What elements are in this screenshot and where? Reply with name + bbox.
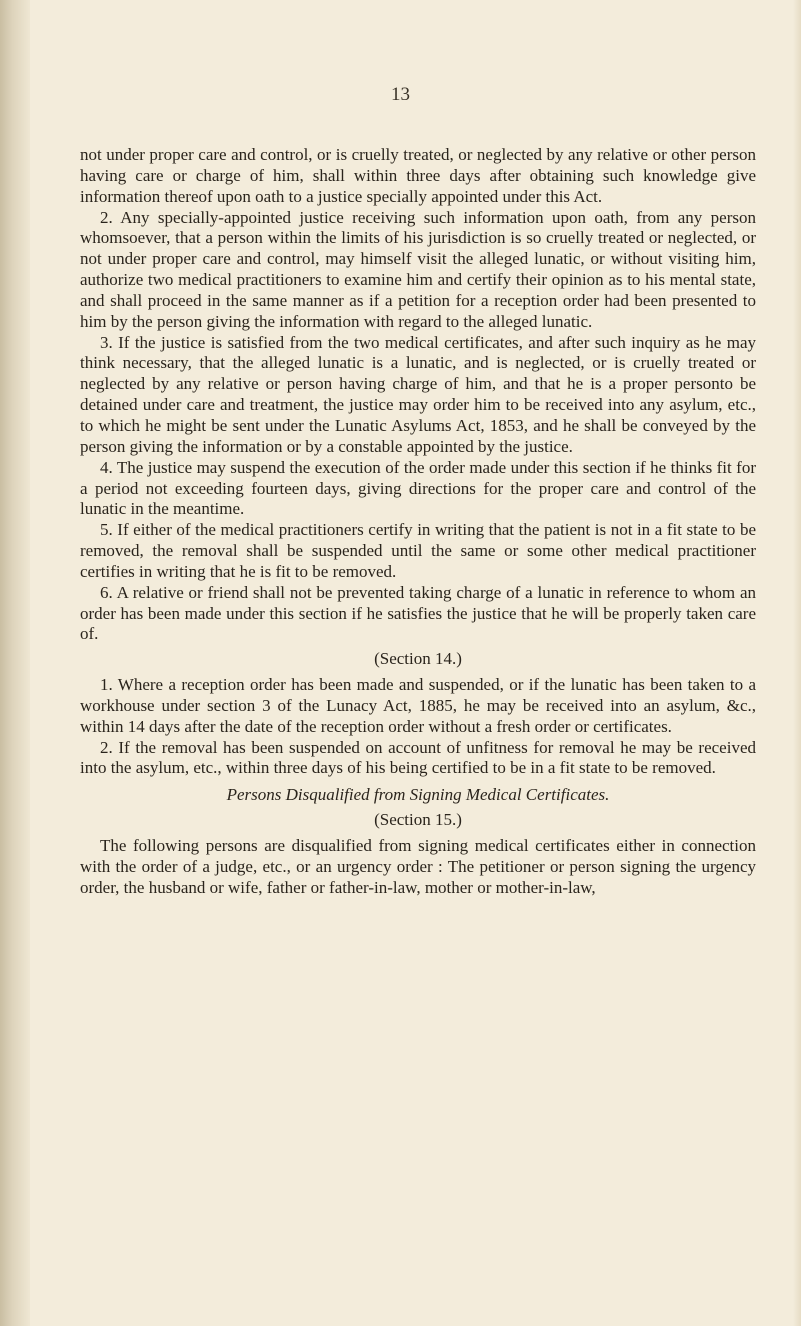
paragraph: 2. If the removal has been suspended on account of unfitness for removal he may be received into the asylum, etc., within three days of his being certified to be in a fit state to be removed. (80, 737, 756, 778)
italic-heading: Persons Disqualified from Signing Medical Certificates. (226, 785, 610, 805)
paragraph: 1. Where a reception order has been made and suspended, or if the lunatic has been taken to a workhouse under section 3 of the Lunacy Act, 1885, he may be received into an asylum, &c., within 14 days after the date of the reception order without a fresh order or certificates. (80, 675, 756, 736)
page-edge (793, 0, 801, 1326)
paragraph: 5. If either of the medical practitioners certify in writing that the patient is not in a fit state to be removed, the removal shall be suspended until the same or some other medical practitioner certifies in writing that he is fit to be removed. (80, 520, 756, 581)
page-binding-shadow (0, 0, 30, 1326)
paragraph: 3. If the justice is satisfied from the two medical certificates, and after such inquiry as he may think necessary, that the alleged lunatic is a lunatic, and is neglected, or is cruelly treated or neglected by any relative or person having charge of him, and that he is a proper personto be detained under care and treatment, the justice may order him to be received into any asylum, etc., to which he might be sent under the Lunatic Asylums Act, 1853, and he shall be conveyed by the person giving the information or by a constable appointed by the justice. (80, 332, 756, 456)
section-heading: (Section 14.) (374, 649, 462, 669)
paragraph: 4. The justice may suspend the execution of the order made under this section if he thinks fit for a period not exceeding fourteen days, giving directions for the proper care and control of the lunatic in the meantime. (80, 457, 756, 519)
page-text (80, 145, 756, 899)
paragraph: 2. Any specially-appointed justice receiving such information upon oath, from any person whomsoever, that a person within the limits of his jurisdiction is so cruelly treated or neglected, or not under proper care and control, may himself visit the alleged lunatic, or without visiting him, authorize two medical practitioners to examine him and certify their opinion as to his mental state, and shall proceed in the same manner as if a petition for a reception order had been presented to him by the person giving the information with regard to the alleged lunatic. (80, 207, 756, 331)
section-heading: (Section 15.) (374, 810, 462, 830)
paragraph: The following persons are disqualified from signing medical certificates either in connection with the order of a judge, etc., or an urgency order : The petitioner or person signing the urgency order, the husband or wife, father or father-in-law, mother or mother-in-law, (80, 836, 756, 897)
page-number: 13 (391, 84, 410, 105)
paragraph: 6. A relative or friend shall not be prevented taking charge of a lunatic in reference to whom an order has been made under this section if he satisfies the justice that he will be properly taken care of. (80, 582, 756, 644)
paragraph: not under proper care and control, or is cruelly treated, or neglected by any relative or other person having care or charge of him, shall within three days after obtaining such knowledge give information thereof upon oath to a justice specially appointed under this Act. (80, 145, 756, 206)
